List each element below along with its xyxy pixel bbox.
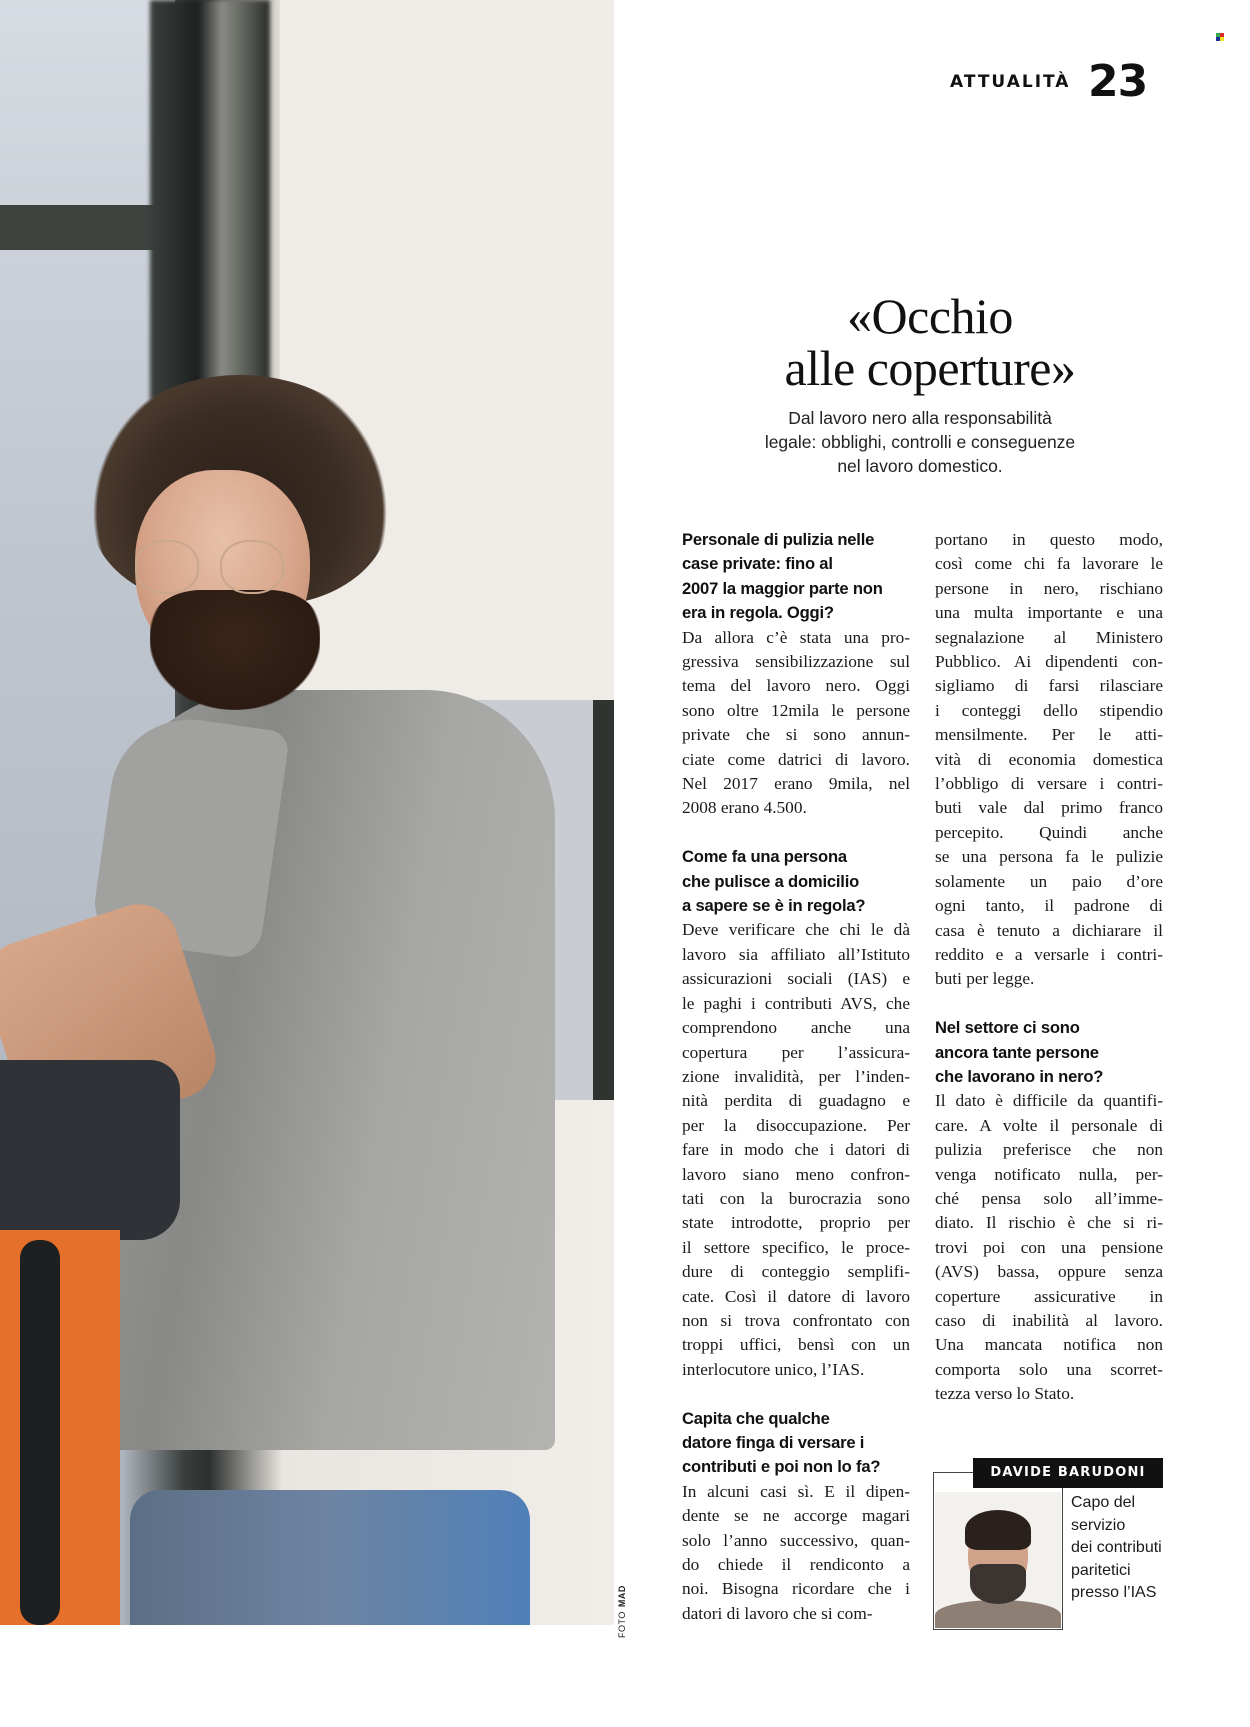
- answer-line: segnalazione al Ministero: [935, 627, 1163, 647]
- answer-line: solo l’anno successivo, quan-: [682, 1530, 910, 1550]
- answer-line: lavoro siano meno confron-: [682, 1164, 910, 1184]
- photo-subject-beard: [150, 590, 320, 710]
- interview-question: [682, 845, 910, 918]
- answer-line: se una persona fa le pulizie: [935, 847, 1163, 867]
- headline-line: alle coperture»: [784, 340, 1076, 396]
- answer-line: Da allora c’è stata una pro-: [682, 627, 910, 647]
- question-line: case private: fino al: [682, 554, 833, 574]
- photo-cleaning-machine-hose: [20, 1240, 60, 1625]
- answer-line: zione invalidità, per l’inden-: [682, 1066, 910, 1086]
- profile-role: [1071, 1492, 1221, 1605]
- answer-line: tema del lavoro nero. Oggi: [682, 676, 910, 696]
- answer-line: copertura per l’assicura-: [682, 1042, 910, 1062]
- question-line: contributi e poi non lo fa?: [682, 1457, 881, 1477]
- answer-line: l’obbligo di versare i contri-: [935, 774, 1163, 794]
- answer-line: assicurazioni sociali (IAS) e: [682, 969, 910, 989]
- answer-line: ciate come datrici di lavoro.: [682, 749, 910, 769]
- answer-line: buti vale dal primo franco: [935, 798, 1163, 818]
- answer-line: coperture assicurative in: [935, 1286, 1163, 1306]
- question-line: Come fa una persona: [682, 847, 847, 867]
- profile-name-tag: DAVIDE BARUDONI: [973, 1458, 1163, 1488]
- profile-role-line: dei contributi: [1071, 1539, 1162, 1556]
- deck-line: nel lavoro domestico.: [837, 456, 1003, 476]
- answer-line: solamente un paio d’ore: [935, 871, 1163, 891]
- answer-line: In alcuni casi sì. E il dipen-: [682, 1481, 910, 1501]
- answer-line: sigliamo di farsi rilasciare: [935, 676, 1163, 696]
- interview-question: [682, 1407, 910, 1480]
- interview-answer: [682, 1480, 910, 1626]
- photo-bg-wall: [280, 0, 614, 700]
- answer-line: vità di economia domestica: [935, 749, 1163, 769]
- answer-line: state introdotte, proprio per: [682, 1213, 910, 1233]
- answer-line: portano in questo modo,: [935, 530, 1163, 549]
- answer-line: Deve verificare che chi le dà: [682, 920, 910, 940]
- answer-line: pulizia preferisce che non: [935, 1140, 1163, 1160]
- photo-subject-glasses: [125, 540, 295, 600]
- profile-role-line: presso l’IAS: [1071, 1584, 1157, 1601]
- question-line: datore finga di versare i: [682, 1433, 865, 1452]
- answer-line: noi. Bisogna ricordare che i: [682, 1579, 910, 1599]
- deck-subtitle: [700, 406, 1140, 478]
- answer-line: private che si sono annun-: [682, 725, 910, 745]
- article-column-1: [682, 528, 910, 1651]
- answer-line: buti per legge.: [935, 969, 1035, 989]
- question-line: ancora tante persone: [935, 1042, 1099, 1062]
- answer-line: caso di inabilità al lavoro.: [935, 1310, 1163, 1330]
- interview-answer: [935, 1089, 1163, 1406]
- answer-line: Il dato è difficile da quantifi-: [935, 1091, 1163, 1111]
- answer-line: Nel 2017 erano 9mila, nel: [682, 774, 910, 794]
- answer-line: 2008 erano 4.500.: [682, 798, 807, 818]
- answer-line: diato. Il rischio è che si ri-: [935, 1213, 1163, 1233]
- article-column-2: [935, 528, 1163, 1431]
- answer-line: gressiva sensibilizzazione sul: [682, 652, 910, 672]
- answer-line: dente se ne accorge magari: [682, 1506, 910, 1526]
- question-line: Personale di pulizia nelle: [682, 530, 875, 549]
- interview-answer: [682, 918, 910, 1382]
- answer-line: Una mancata notifica non: [935, 1335, 1163, 1355]
- answer-line: comprendono anche una: [682, 1018, 910, 1038]
- question-line: 2007 la maggior parte non: [682, 578, 883, 598]
- registration-mark-icon: [1216, 33, 1224, 41]
- photo-credit-name: MAD: [617, 1585, 627, 1608]
- answer-line: (AVS) bassa, oppure senza: [935, 1262, 1163, 1282]
- answer-line: casa è tenuto a dichiarare il: [935, 920, 1163, 940]
- question-line: era in regola. Oggi?: [682, 603, 834, 623]
- answer-line: do chiede il rendiconto a: [682, 1555, 910, 1575]
- answer-line: le paghi i contributi AVS, che: [682, 993, 910, 1013]
- answer-line: dure di conteggio semplifi-: [682, 1262, 910, 1282]
- answer-line: i conteggi dello stipendio: [935, 700, 1163, 720]
- profile-role-line: paritetici: [1071, 1561, 1131, 1579]
- portrait-hair: [965, 1510, 1031, 1550]
- answer-line: percepito. Quindi anche: [935, 822, 1163, 842]
- photo-credit: [617, 1578, 631, 1638]
- answer-line: care. A volte il personale di: [935, 1115, 1163, 1135]
- answer-line: cate. Così il datore di lavoro: [682, 1286, 910, 1306]
- answer-line: mensilmente. Per le atti-: [935, 725, 1163, 745]
- answer-line: troppi uffici, bensì con un: [682, 1335, 910, 1355]
- interview-question: [682, 528, 910, 626]
- photo-credit-label: FOTO: [617, 1611, 627, 1638]
- answer-line: lavoro sia affiliato all’Istituto: [682, 944, 910, 964]
- answer-line: tezza verso lo Stato.: [935, 1384, 1075, 1404]
- deck-line: legale: obblighi, controlli e conseguenze: [764, 432, 1076, 452]
- answer-line: così come chi fa lavorare le: [935, 554, 1163, 574]
- answer-line: comporta solo una scorret-: [935, 1359, 1163, 1379]
- page-number: 23: [1088, 56, 1148, 107]
- photo-cleaning-machine: [0, 1060, 180, 1240]
- answer-line: tati con la burocrazia sono: [682, 1188, 910, 1208]
- portrait-sweater: [935, 1600, 1061, 1628]
- question-line: a sapere se è in regola?: [682, 896, 866, 916]
- portrait-beard: [970, 1564, 1026, 1604]
- profile-box-border: [933, 1472, 973, 1473]
- hero-photo: [0, 0, 614, 1625]
- answer-line: il settore specifico, le proce-: [682, 1237, 910, 1257]
- answer-line: Pubblico. Ai dipendenti con-: [935, 652, 1163, 672]
- interview-question: [935, 1016, 1163, 1089]
- answer-line: venga notificato nulla, per-: [935, 1164, 1163, 1184]
- section-label: ATTUALITÀ: [950, 72, 1071, 92]
- answer-line: una multa importante e una: [935, 603, 1163, 623]
- question-line: Nel settore ci sono: [935, 1018, 1080, 1038]
- photo-subject-jeans: [130, 1490, 530, 1625]
- answer-line: datori di lavoro che si com-: [682, 1603, 873, 1623]
- question-line: che lavorano in nero?: [935, 1066, 1104, 1086]
- answer-line: per la disoccupazione. Per: [682, 1115, 910, 1135]
- headline: [680, 290, 1180, 394]
- headline-line: «Occhio: [847, 288, 1013, 344]
- answer-line: fare in modo che i datori di: [682, 1140, 910, 1160]
- answer-line: ogni tanto, il padrone di: [935, 896, 1163, 916]
- answer-line: sono oltre 12mila le persone: [682, 700, 910, 720]
- deck-line: Dal lavoro nero alla responsabilità: [788, 408, 1052, 428]
- question-line: che pulisce a domicilio: [682, 871, 860, 891]
- answer-line: ché pensa solo all’imme-: [935, 1188, 1163, 1208]
- profile-portrait: [935, 1492, 1061, 1628]
- profile-box: [933, 1472, 1063, 1630]
- answer-line: trovi poi con una pensione: [935, 1237, 1163, 1257]
- question-line: Capita che qualche: [682, 1408, 830, 1428]
- interview-answer: [682, 626, 910, 821]
- interview-answer: [935, 528, 1163, 992]
- answer-line: interlocutore unico, l’IAS.: [682, 1359, 865, 1379]
- answer-line: reddito e a versarle i contri-: [935, 944, 1163, 964]
- photo-cleaning-machine-body: [0, 1230, 120, 1625]
- answer-line: non si trova confrontato con: [682, 1310, 910, 1330]
- answer-line: persone in nero, rischiano: [935, 578, 1163, 598]
- answer-line: nità perdita di guadagno e: [682, 1091, 910, 1111]
- profile-role-line: Capo del: [1071, 1494, 1136, 1511]
- photo-bg-frame: [150, 0, 270, 400]
- profile-role-line: servizio: [1071, 1516, 1126, 1534]
